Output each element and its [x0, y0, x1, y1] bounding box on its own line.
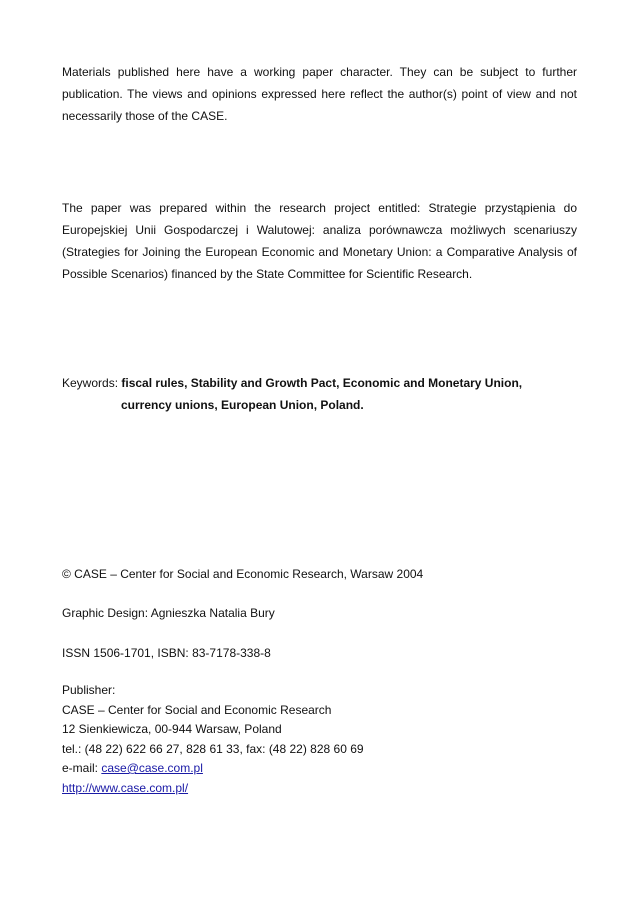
copyright-line: © CASE – Center for Social and Economic Research, Warsaw 2004	[62, 567, 424, 581]
keywords-label: Keywords:	[62, 376, 119, 390]
project-note-paragraph: The paper was prepared within the research project entitled: Strategie przystąpienia do Europejskiej Unii Gospodarczej i Walutowej: analiza porównawcza możliwych scenariuszy (Strategies for Joining the European Economic and Monetary Union: a Comparative Analysis of Possible Scenarios) financed by the State Committee for Scientific Research.	[62, 201, 577, 281]
publisher-phone: tel.: (48 22) 622 66 27, 828 61 33, fax: (48 22) 828 60 69	[62, 741, 364, 756]
publisher-block	[62, 681, 364, 798]
keywords-line-2: currency unions, European Union, Poland.	[121, 398, 364, 412]
keywords-line-1: fiscal rules, Stability and Growth Pact, Economic and Monetary Union,	[121, 376, 523, 390]
publisher-label: Publisher:	[62, 683, 116, 697]
email-link[interactable]: case@case.com.pl	[101, 761, 203, 775]
disclaimer-paragraph: Materials published here have a working paper character. They can be subject to further publication. The views and opinions expressed here reflect the author(s) point of view and not necessarily those of the CASE.	[62, 65, 577, 123]
email-label: e-mail:	[62, 761, 102, 775]
issn-isbn-line: ISSN 1506-1701, ISBN: 83-7178-338-8	[62, 646, 271, 660]
keywords-block	[62, 372, 582, 416]
publisher-name: CASE – Center for Social and Economic Research	[62, 702, 332, 717]
website-link[interactable]: http://www.case.com.pl/	[62, 780, 189, 795]
publisher-email-line	[62, 759, 364, 779]
publisher-website-line	[62, 779, 364, 799]
graphic-design-line: Graphic Design: Agnieszka Natalia Bury	[62, 606, 275, 620]
publisher-address: 12 Sienkiewicza, 00-944 Warsaw, Poland	[62, 722, 282, 736]
